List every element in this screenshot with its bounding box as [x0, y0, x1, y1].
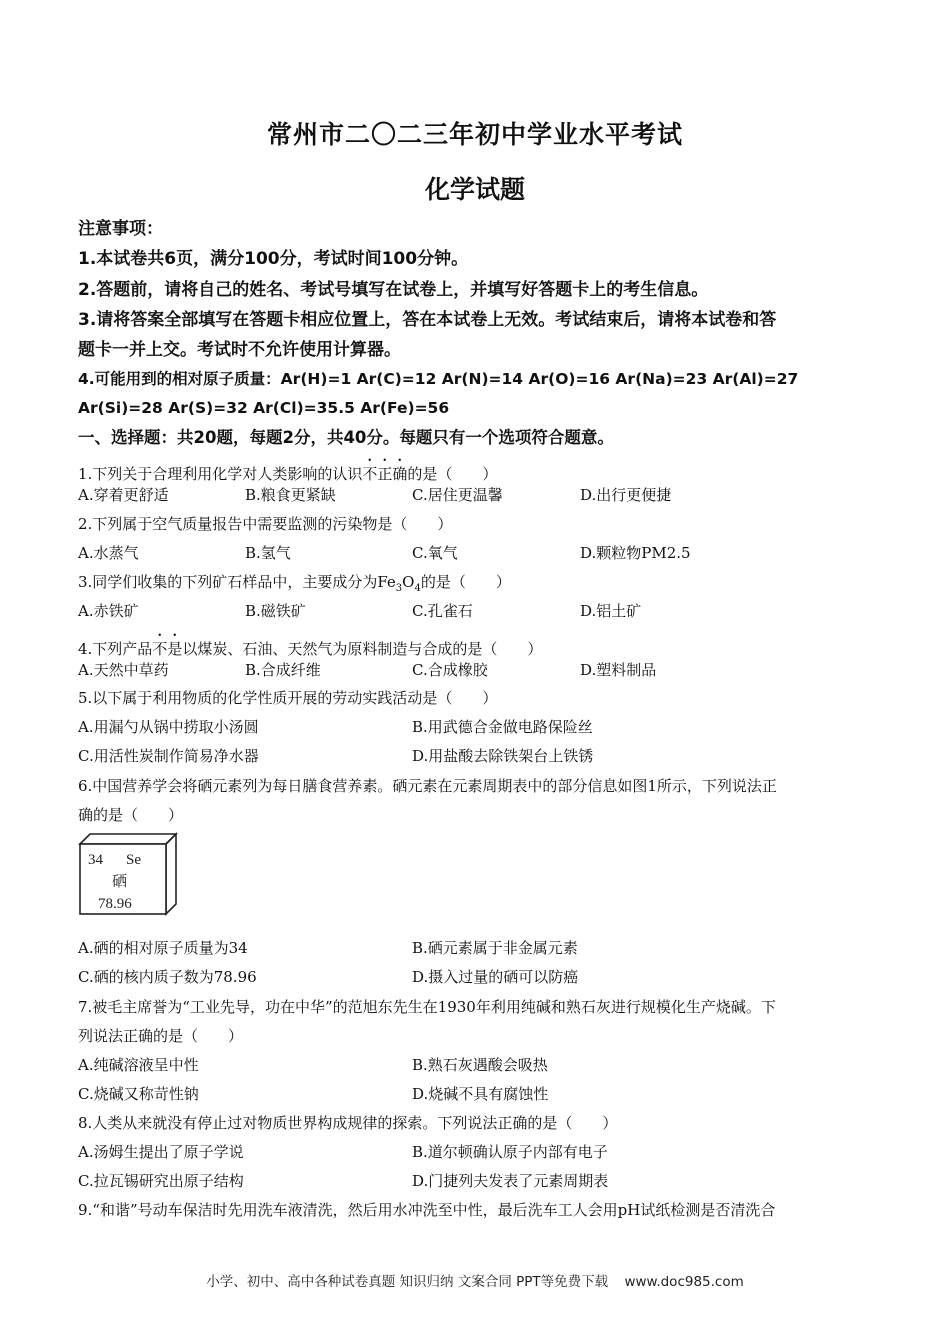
q5-option-c: C.用活性炭制作简易净水器 — [78, 747, 259, 765]
cell-top-face — [80, 834, 176, 844]
q3-option-b: B.磁铁矿 — [245, 602, 306, 620]
exam-subtitle: 化学试题 — [424, 175, 525, 204]
q3-option-d: D.铝土矿 — [580, 602, 642, 620]
footer-link[interactable]: www.doc985.com — [624, 1274, 744, 1290]
q5-option-a: A.用漏勺从锅中捞取小汤圆 — [78, 718, 259, 736]
question-2: 2.下列属于空气质量报告中需要监测的污染物是（ ） — [78, 515, 453, 533]
q4-option-c: C.合成橡胶 — [412, 661, 488, 679]
notice-item-3a: 3.请将答案全部填写在答题卡相应位置上，答在本试卷上无效。考试结束后，请将本试卷和答 — [78, 310, 777, 330]
question-6-line-1: 6.中国营养学会将硒元素列为每日膳食营养素。硒元素在元素周期表中的部分信息如图1所示，下列说法正 — [78, 777, 777, 795]
footer-text: 小学、初中、高中各种试卷真题 知识归纳 文案合同 PPT等免费下载 — [206, 1274, 609, 1290]
exam-title: 常州市二〇二三年初中学业水平考试 — [266, 120, 683, 149]
q4-stem-post: 以煤炭、石油、天然气为原料制造与合成的是（ ） — [182, 640, 543, 658]
q7-option-c: C.烧碱又称苛性钠 — [78, 1085, 199, 1103]
q7-option-a: A.纯碱溶液呈中性 — [78, 1056, 199, 1074]
selenium-element-cell — [78, 832, 178, 917]
cell-atomic-mass: 78.96 — [98, 896, 132, 912]
q5-option-b: B.用武德合金做电路保险丝 — [412, 718, 593, 736]
q2-option-b: B.氢气 — [245, 544, 291, 562]
q4-option-b: B.合成纤维 — [245, 661, 321, 679]
q2-option-d: D.颗粒物PM2.5 — [580, 544, 691, 562]
q5-option-d: D.用盐酸去除铁架台上铁锈 — [412, 747, 594, 765]
cell-side-face — [166, 834, 176, 914]
q2-option-c: C.氧气 — [412, 544, 458, 562]
q3-option-c: C.孔雀石 — [412, 602, 473, 620]
question-1 — [78, 456, 497, 484]
q1-option-a: A.穿着更舒适 — [78, 486, 169, 504]
q8-option-d: D.门捷列夫发表了元素周期表 — [412, 1172, 609, 1190]
notice-item-3b: 题卡一并上交。考试时不允许使用计算器。 — [78, 340, 401, 360]
question-4 — [78, 631, 542, 659]
q6-option-b: B.硒元素属于非金属元素 — [412, 939, 578, 957]
q1-option-d: D.出行更便捷 — [580, 486, 672, 504]
section-heading: 一、选择题：共20题，每题2分，共40分。每题只有一个选项符合题意。 — [78, 428, 614, 447]
page-footer — [0, 1270, 950, 1290]
q3-stem-post: 的是（ ） — [420, 573, 511, 591]
question-3 — [78, 572, 511, 599]
q8-option-a: A.汤姆生提出了原子学说 — [78, 1143, 244, 1161]
q6-option-c: C.硒的核内质子数为78.96 — [78, 968, 257, 986]
question-8: 8.人类从来就没有停止过对物质世界构成规律的探索。下列说法正确的是（ ） — [78, 1114, 618, 1132]
q1-option-b: B.粮食更紧缺 — [245, 486, 336, 504]
q7-option-d: D.烧碱不具有腐蚀性 — [412, 1085, 549, 1103]
q3-option-a: A.赤铁矿 — [78, 602, 139, 620]
q8-option-b: B.道尔顿确认原子内部有电子 — [412, 1143, 608, 1161]
notice-item-4a: 4.可能用到的相对原子质量：Ar(H)=1 Ar(C)=12 Ar(N)=14 Ar(O)=16 Ar(Na)=23 Ar(Al)=27 — [78, 370, 799, 388]
q8-option-c: C.拉瓦锡研究出原子结构 — [78, 1172, 244, 1190]
q1-stem-pre: 1.下列关于合理利用化学对人类影响的认识 — [78, 465, 363, 483]
q1-stem-post: 的是（ ） — [407, 465, 498, 483]
notice-item-1: 1.本试卷共6页，满分100分，考试时间100分钟。 — [78, 249, 469, 269]
question-5: 5.以下属于利用物质的化学性质开展的劳动实践活动是（ ） — [78, 689, 498, 707]
q1-emphasis: 不正确 — [362, 465, 408, 483]
q2-option-a: A.水蒸气 — [78, 544, 139, 562]
q7-option-b: B.熟石灰遇酸会吸热 — [412, 1056, 548, 1074]
q3-sub-2: 4 — [414, 583, 421, 594]
cell-atomic-number: 34 — [88, 852, 103, 868]
q3-stem-pre: 3.同学们收集的下列矿石样品中，主要成分为Fe — [78, 573, 396, 591]
q3-stem-mid: O — [402, 573, 415, 591]
q4-emphasis: 不是 — [152, 640, 183, 658]
q4-option-a: A.天然中草药 — [78, 661, 169, 679]
q3-sub-1: 3 — [395, 583, 403, 594]
q4-stem-pre: 4.下列产品 — [78, 640, 153, 658]
notice-item-2: 2.答题前，请将自己的姓名、考试号填写在试卷上，并填写好答题卡上的考生信息。 — [78, 280, 709, 300]
notice-item-4b: Ar(Si)=28 Ar(S)=32 Ar(Cl)=35.5 Ar(Fe)=56 — [78, 399, 450, 417]
q4-option-d: D.塑料制品 — [580, 661, 657, 679]
cell-element-name: 硒 — [112, 872, 128, 890]
cell-symbol: Se — [126, 852, 141, 868]
q1-option-c: C.居住更温馨 — [412, 486, 503, 504]
question-7-line-1: 7.被毛主席誉为“工业先导，功在中华”的范旭东先生在1930年利用纯碱和熟石灰进行规模化生产烧碱。下 — [78, 998, 776, 1016]
q6-option-a: A.硒的相对原子质量为34 — [78, 939, 248, 957]
q6-option-d: D.摄入过量的硒可以防癌 — [412, 968, 579, 986]
question-6-line-2: 确的是（ ） — [78, 806, 184, 824]
question-9: 9.“和谐”号动车保洁时先用洗车液清洗，然后用水冲洗至中性，最后洗车工人会用pH试纸检测是否清洗合 — [78, 1201, 776, 1219]
question-7-line-2: 列说法正确的是（ ） — [78, 1027, 244, 1045]
notice-heading: 注意事项： — [78, 219, 163, 239]
